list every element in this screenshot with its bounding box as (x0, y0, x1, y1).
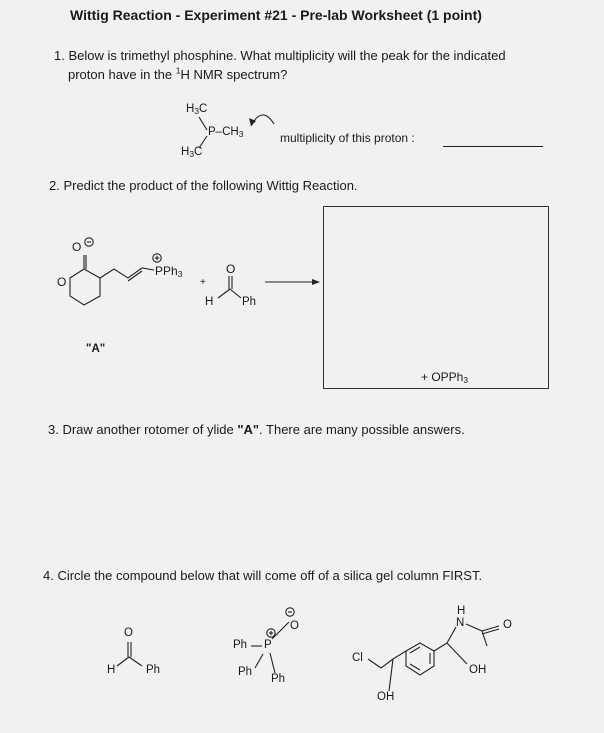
multiplicity-label: multiplicity of this proton : (280, 131, 415, 145)
q2-text: 2. Predict the product of the following Wittig Reaction. (49, 178, 358, 193)
amide-nitrogen[interactable]: N (456, 617, 465, 629)
amide-oxygen: O (503, 619, 512, 631)
amide-hydrogen: H (457, 605, 466, 617)
aldehyde-hydrogen: H (205, 296, 214, 308)
ylide-ring (70, 269, 100, 305)
worksheet-title: Wittig Reaction - Experiment #21 - Pre-lab Worksheet (1 point) (70, 7, 482, 23)
benzaldehyde-oxygen[interactable]: O (124, 627, 133, 639)
phosphine-oxide-phosphorus[interactable]: P (264, 639, 272, 651)
phosphine-oxide-phenyl-bottom: Ph (271, 673, 286, 685)
ylide-label: "A" (86, 343, 106, 355)
benzaldehyde-hydrogen: H (107, 664, 116, 676)
byproduct-label: + OPPh$_3$ (421, 370, 469, 385)
benzaldehyde-phenyl: Ph (146, 664, 161, 676)
enolate-oxygen: O (72, 240, 82, 254)
q1-text-line1: 1. Below is trimethyl phosphine. What multiplicity will the peak for the indicated (54, 48, 506, 63)
q1-text-line2: proton have in the $^1$H NMR spectrum? (68, 65, 288, 82)
phosphine-oxide-phenyl-bottom-left: Ph (238, 666, 253, 678)
aldehyde-phenyl: Ph (242, 296, 257, 308)
phosphine-oxide-oxygen: O (290, 620, 299, 632)
methyl-group-bottom: $H_3C$ (181, 146, 203, 159)
methyl-group-top: $H_3C$ (186, 103, 208, 116)
hydroxyl-right: OH (469, 664, 487, 676)
aldehyde-oxygen: O (226, 262, 236, 276)
ring-oxygen: O (57, 275, 67, 289)
q4-text: 4. Circle the compound below that will come off of a silica gel column FIRST. (43, 568, 483, 583)
phosphine-oxide-phenyl-left: Ph (233, 639, 248, 651)
q3-text: 3. Draw another rotomer of ylide "A". There are many possible answers. (48, 422, 465, 437)
pph3-group: PPh$_3$ (155, 264, 183, 279)
plus-sign: + (200, 277, 206, 288)
hydroxyl-bottom: OH (377, 691, 395, 703)
p-ch3-group: $P-CH_3$ (208, 126, 244, 139)
chloro-substituent: Cl (352, 652, 363, 664)
